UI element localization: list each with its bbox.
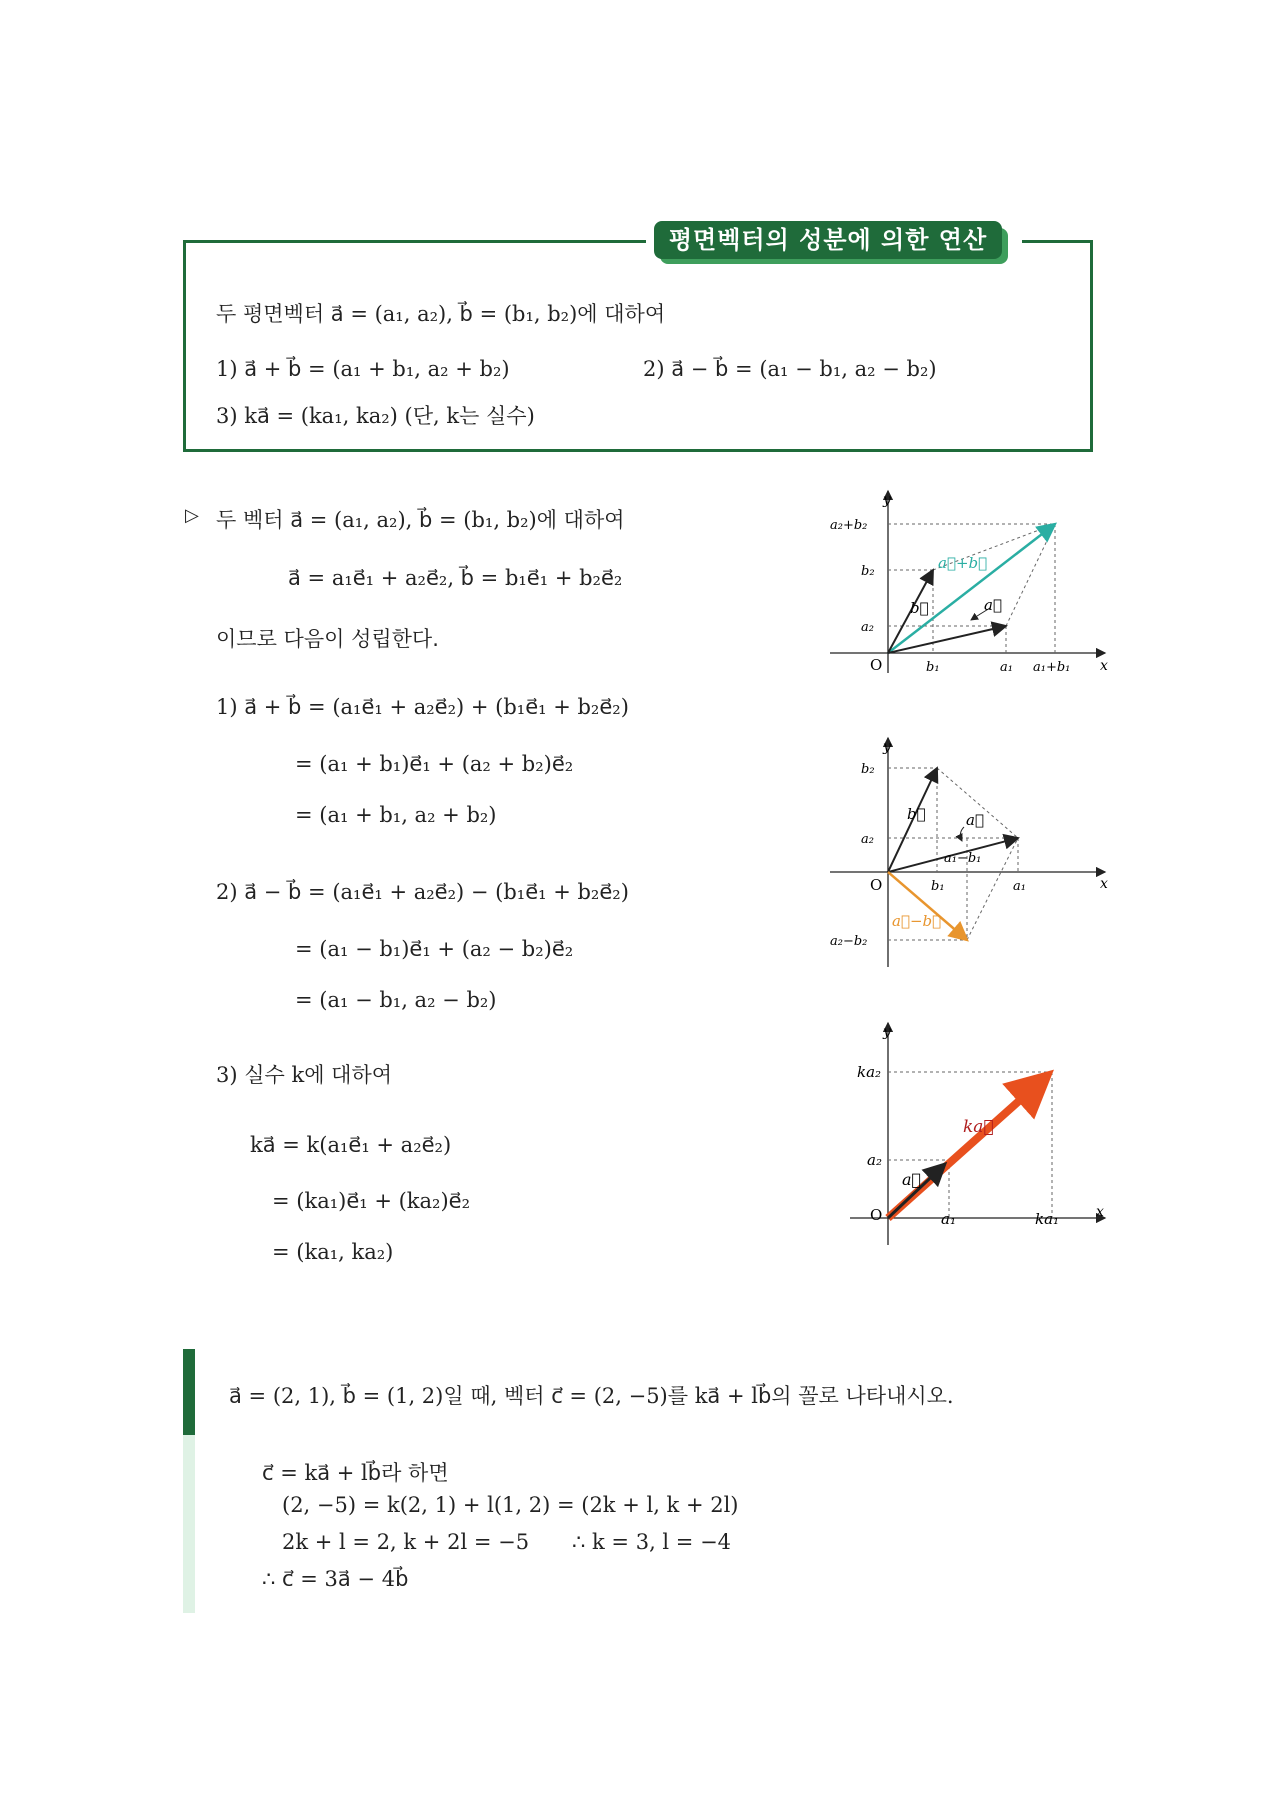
definition-title-badge (646, 218, 1022, 262)
sum-line-2: = (a₁ + b₁)e⃗₁ + (a₂ + b₂)e⃗₂ (295, 752, 574, 776)
a1-label: a₁ (1000, 660, 1013, 675)
basis-decomposition: a⃗ = a₁e⃗₁ + a₂e⃗₂, b⃗ = b₁e⃗₁ + b₂e⃗₂ (288, 566, 623, 590)
label-pointer (960, 827, 964, 841)
vector-b-label: b⃗ (907, 805, 926, 823)
ka-vector-label: ka⃗ (963, 1117, 994, 1137)
solution-line-3-result: ∴ k = 3, l = −4 (572, 1530, 732, 1554)
origin-label: O (870, 656, 883, 674)
definition-intro: 두 평면벡터 a⃗ = (a₁, a₂), b⃗ = (b₁, b₂)에 대하여 (216, 302, 666, 326)
a1-label: a₁ (941, 1210, 956, 1228)
graph-scalar-multiple (830, 1020, 1110, 1250)
example-bar-light (183, 1435, 195, 1613)
y-label: y (883, 739, 891, 755)
vector-a-label: a⃗ (902, 1170, 922, 1189)
ka1-label: ka₁ (1035, 1210, 1060, 1228)
a2-label: a₂ (867, 1151, 882, 1169)
vector-a-label: a⃗ (966, 811, 984, 829)
definition-rule-sum: 1) a⃗ + b⃗ = (a₁ + b₁, a₂ + b₂) (216, 357, 510, 381)
scalar-line-3: = (ka₁, ka₂) (272, 1240, 394, 1264)
sum-vector-label: a⃗+b⃗ (938, 554, 988, 572)
diff-vector-label: a⃗−b⃗ (892, 912, 942, 930)
diff-line-2: = (a₁ − b₁)e⃗₁ + (a₂ − b₂)e⃗₂ (295, 937, 574, 961)
b2-label: b₂ (861, 564, 875, 579)
a2b2-label: a₂+b₂ (830, 518, 868, 533)
x-label: x (1100, 876, 1108, 892)
ka2-label: ka₂ (857, 1063, 882, 1081)
b1-label: b₁ (926, 660, 940, 675)
diff-line-1: 2) a⃗ − b⃗ = (a₁e⃗₁ + a₂e⃗₂) − (b₁e⃗₁ + b₂e⃗₂) (216, 880, 629, 904)
graph-vector-difference (830, 735, 1110, 970)
b1-label: b₁ (931, 879, 945, 894)
a1b1-label: a₁−b₁ (944, 851, 982, 866)
y-label: y (883, 1024, 891, 1040)
example-bar-dark (183, 1349, 195, 1435)
a2-label: a₂ (861, 620, 874, 635)
a1-label: a₁ (1013, 879, 1026, 894)
sum-line-3: = (a₁ + b₁, a₂ + b₂) (295, 803, 497, 827)
origin-label: O (870, 1206, 883, 1224)
graph-vector-sum (830, 488, 1110, 678)
triangle-marker: ▷ (185, 505, 199, 526)
b2-label: b₂ (861, 762, 875, 777)
vector-b-label: b⃗ (910, 599, 929, 617)
definition-title: 평면벡터의 성분에 의한 연산 (654, 221, 1002, 259)
explanation-intro: 두 벡터 a⃗ = (a₁, a₂), b⃗ = (b₁, b₂)에 대하여 (216, 508, 625, 532)
therefore-text: 이므로 다음이 성립한다. (216, 627, 439, 651)
diff-line-3: = (a₁ − b₁, a₂ − b₂) (295, 988, 497, 1012)
sum-line-1: 1) a⃗ + b⃗ = (a₁e⃗₁ + a₂e⃗₂) + (b₁e⃗₁ + b₂e⃗₂) (216, 695, 629, 719)
scalar-line-1: ka⃗ = k(a₁e⃗₁ + a₂e⃗₂) (250, 1133, 452, 1157)
x-label: x (1096, 1204, 1104, 1220)
a1b1-label: a₁+b₁ (1033, 660, 1071, 675)
scalar-heading: 3) 실수 k에 대하여 (216, 1063, 393, 1087)
example-problem: a⃗ = (2, 1), b⃗ = (1, 2)일 때, 벡터 c⃗ = (2, −5)를 ka⃗ + lb⃗의 꼴로 나타내시오. (229, 1384, 954, 1408)
a2b2-label: a₂−b₂ (830, 934, 868, 949)
a2-label: a₂ (861, 832, 874, 847)
y-label: y (883, 492, 891, 508)
solution-line-3: 2k + l = 2, k + 2l = −5 (282, 1530, 530, 1554)
solution-line-2: (2, −5) = k(2, 1) + l(1, 2) = (2k + l, k + 2l) (282, 1493, 739, 1517)
solution-line-1: c⃗ = ka⃗ + lb⃗라 하면 (262, 1461, 449, 1485)
origin-label: O (870, 876, 883, 894)
x-label: x (1100, 658, 1108, 674)
vector-a-label: a⃗ (984, 596, 1002, 614)
scalar-line-2: = (ka₁)e⃗₁ + (ka₂)e⃗₂ (272, 1189, 470, 1213)
definition-rule-diff: 2) a⃗ − b⃗ = (a₁ − b₁, a₂ − b₂) (643, 357, 937, 381)
solution-conclusion: ∴ c⃗ = 3a⃗ − 4b⃗ (262, 1567, 409, 1591)
definition-rule-scalar: 3) ka⃗ = (ka₁, ka₂) (단, k는 실수) (216, 404, 535, 428)
